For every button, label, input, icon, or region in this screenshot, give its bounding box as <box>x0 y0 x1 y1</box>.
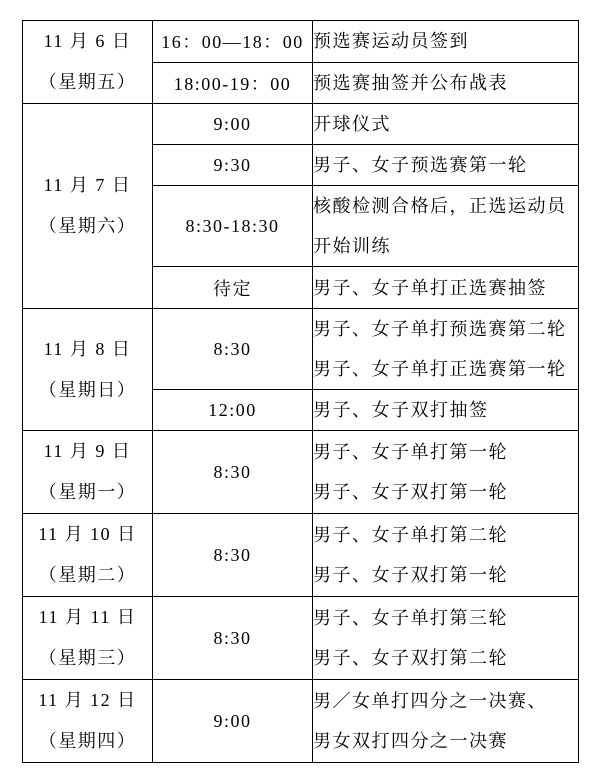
table-row <box>23 680 579 763</box>
event-cell <box>313 267 579 309</box>
event-cell <box>313 145 579 186</box>
weekday-line: （星期一） <box>38 482 137 502</box>
time-cell: 8:30 <box>153 597 313 680</box>
event-line: 开始训练 <box>313 236 391 256</box>
date-line: 11 月 10 日 <box>38 524 137 544</box>
event-cell <box>313 104 579 145</box>
event-line: 男／女单打四分之一决赛、 <box>313 691 547 711</box>
time-cell: 8:30 <box>153 431 313 514</box>
event-line: 男子、女子单打正选赛第一轮 <box>313 359 567 379</box>
event-line: 男子、女子双打第一轮 <box>313 482 508 502</box>
event-line: 男子、女子双打抽签 <box>313 400 489 420</box>
event-line: 男女双打四分之一决赛 <box>313 731 508 751</box>
date-cell-nov11 <box>23 597 153 680</box>
date-line: 11 月 11 日 <box>38 607 137 627</box>
event-cell <box>313 309 579 390</box>
event-line: 男子、女子单打预选赛第二轮 <box>313 319 567 339</box>
time-cell: 8:30 <box>153 514 313 597</box>
event-cell <box>313 21 579 63</box>
schedule-table <box>22 20 579 763</box>
event-cell <box>313 597 579 680</box>
time-cell: 9:00 <box>153 680 313 763</box>
date-cell-nov10 <box>23 514 153 597</box>
time-cell: 待定 <box>153 267 313 309</box>
time-cell: 9:30 <box>153 145 313 186</box>
event-cell <box>313 390 579 431</box>
date-cell-nov7 <box>23 104 153 309</box>
table-row <box>23 104 579 145</box>
date-line: 11 月 6 日 <box>43 31 132 51</box>
event-cell <box>313 62 579 104</box>
date-cell-nov6 <box>23 21 153 104</box>
date-line: 11 月 9 日 <box>43 441 132 461</box>
time-cell: 9:00 <box>153 104 313 145</box>
table-row <box>23 514 579 597</box>
weekday-line: （星期二） <box>38 565 137 585</box>
table-row <box>23 431 579 514</box>
event-line: 男子、女子双打第二轮 <box>313 648 508 668</box>
table-row <box>23 21 579 63</box>
weekday-line: （星期三） <box>38 648 137 668</box>
event-line: 预选赛运动员签到 <box>313 31 469 52</box>
weekday-line: （星期日） <box>38 379 137 400</box>
date-line: 11 月 7 日 <box>43 175 132 195</box>
table-row <box>23 309 579 390</box>
event-line: 男子、女子单打第二轮 <box>313 525 508 545</box>
event-cell <box>313 680 579 763</box>
event-line: 核酸检测合格后，正选运动员 <box>313 196 567 216</box>
table-row <box>23 597 579 680</box>
time-cell: 8:30-18:30 <box>153 186 313 267</box>
date-cell-nov9 <box>23 431 153 514</box>
weekday-line: （星期六） <box>38 216 137 236</box>
weekday-line: （星期四） <box>38 731 137 751</box>
event-line: 男子、女子双打第一轮 <box>313 565 508 585</box>
weekday-line: （星期五） <box>38 72 137 92</box>
event-cell <box>313 186 579 267</box>
event-line: 男子、女子单打第三轮 <box>313 608 508 628</box>
time-cell: 12:00 <box>153 390 313 431</box>
event-cell <box>313 431 579 514</box>
event-line: 男子、女子单打正选赛抽签 <box>313 277 547 298</box>
event-line: 开球仪式 <box>313 114 391 134</box>
event-line: 男子、女子单打第一轮 <box>313 442 508 462</box>
time-cell: 18:00-19：00 <box>153 62 313 104</box>
event-line: 男子、女子预选赛第一轮 <box>313 155 528 175</box>
time-cell: 16：00—18：00 <box>153 21 313 63</box>
event-line: 预选赛抽签并公布战表 <box>313 72 508 93</box>
date-cell-nov8 <box>23 309 153 431</box>
date-line: 11 月 8 日 <box>43 338 132 359</box>
date-line: 11 月 12 日 <box>38 690 137 710</box>
date-cell-nov12 <box>23 680 153 763</box>
event-cell <box>313 514 579 597</box>
time-cell: 8:30 <box>153 309 313 390</box>
